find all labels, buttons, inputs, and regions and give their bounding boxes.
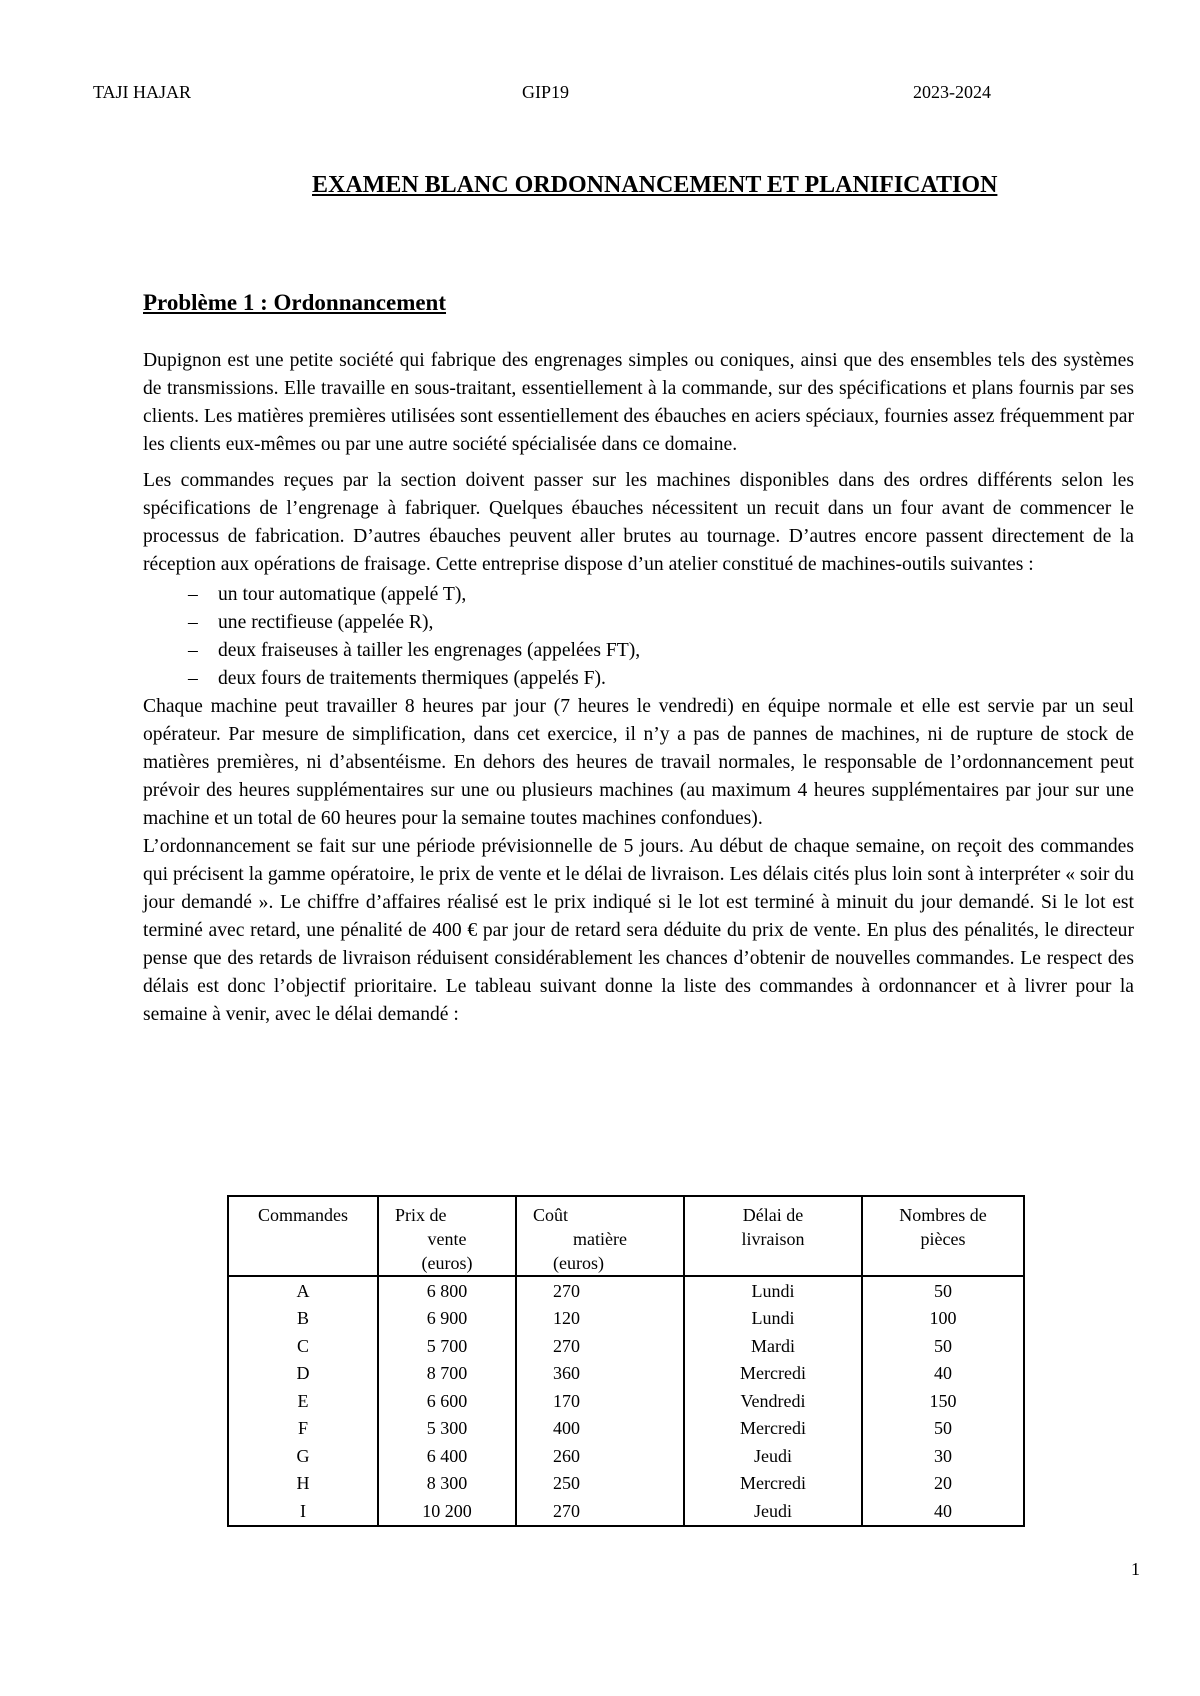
table-row xyxy=(228,1497,1024,1526)
header-delai xyxy=(684,1196,862,1276)
list-item xyxy=(188,609,1134,637)
list-item xyxy=(188,637,1134,665)
dash-bullet-icon: – xyxy=(188,584,198,605)
dash-bullet-icon: – xyxy=(188,640,198,661)
cell-nombre: 150 xyxy=(862,1387,1024,1415)
cell-nombre: 20 xyxy=(862,1470,1024,1498)
list-item-text: une rectifieuse (appelée R), xyxy=(218,612,434,633)
header-delai-line2: livraison xyxy=(741,1229,805,1249)
header-cout-line1: Coût xyxy=(533,1205,569,1225)
header-nombres-line2: pièces xyxy=(920,1229,966,1249)
header-nombres-line1: Nombres de xyxy=(899,1205,987,1225)
cell-prix: 10 200 xyxy=(378,1497,516,1526)
cell-commande: C xyxy=(228,1332,378,1360)
header-class: GIP19 xyxy=(522,82,570,102)
paragraph-intro: Dupignon est une petite société qui fabrique des engrenages simples ou coniques, ainsi que des ensembles tels des systèmes de transmissions. Elle travaille en sous-traitant, essentiellement à la commande, sur des spécifications et plans fournis par ses clients. Les matières premières utilisées sont essentiellement des ébauches en aciers spéciaux, fournies assez fréquemment par les clients eux-mêmes ou par une autre société spécialisée dans ce domaine. xyxy=(143,350,1134,455)
list-item-text: un tour automatique (appelé T), xyxy=(218,584,467,605)
header-cout-line3: (euros) xyxy=(553,1253,604,1273)
cell-prix: 6 600 xyxy=(378,1387,516,1415)
cell-nombre: 50 xyxy=(862,1332,1024,1360)
cell-nombre: 40 xyxy=(862,1497,1024,1526)
orders-table xyxy=(227,1195,1025,1527)
cell-delai: Mercredi xyxy=(684,1360,862,1388)
header-year: 2023-2024 xyxy=(913,82,991,102)
cell-commande: F xyxy=(228,1415,378,1443)
table-row xyxy=(228,1360,1024,1388)
cell-prix: 5 700 xyxy=(378,1332,516,1360)
header-cout xyxy=(516,1196,684,1276)
cell-commande: H xyxy=(228,1470,378,1498)
header-prix-line1: Prix de xyxy=(395,1205,447,1225)
dash-bullet-icon: – xyxy=(188,612,198,633)
orders-table-wrapper xyxy=(227,1195,1025,1527)
problem-title: Problème 1 : Ordonnancement xyxy=(143,290,447,315)
list-item xyxy=(188,665,1134,693)
document-title: EXAMEN BLANC ORDONNANCEMENT ET PLANIFICATION xyxy=(312,172,998,198)
cell-commande: D xyxy=(228,1360,378,1388)
cell-prix: 8 700 xyxy=(378,1360,516,1388)
paragraph-orders: Les commandes reçues par la section doivent passer sur les machines disponibles dans des ordres différents selon les spécifications de l’engrenage à fabriquer. Quelques ébauches nécessitent un recuit dans un four avant de commencer le processus de fabrication. D’autres ébauches peuvent aller brutes au tournage. D’autres encore passent directement de la réception aux opérations de fraisage. Cette entreprise dispose d’un atelier constitué de machines-outils suivantes : xyxy=(143,470,1134,575)
cell-cout: 170 xyxy=(516,1387,684,1415)
paragraph-machine-hours: Chaque machine peut travailler 8 heures par jour (7 heures le vendredi) en équipe normale et elle est servie par un seul opérateur. Par mesure de simplification, dans cet exercice, il n’y a pas de pannes de machines, ni de rupture de stock de matières premières, ni d’absentéisme. En dehors des heures de travail normales, le responsable de l’ordonnancement peut prévoir des heures supplémentaires sur une ou plusieurs machines (au maximum 4 heures supplémentaires par jour sur une machine et un total de 60 heures pour la semaine toutes machines confondues). xyxy=(143,696,1134,829)
table-row xyxy=(228,1332,1024,1360)
cell-prix: 5 300 xyxy=(378,1415,516,1443)
table-header-row xyxy=(228,1196,1024,1276)
header-commandes: Commandes xyxy=(228,1196,378,1276)
cell-cout: 270 xyxy=(516,1497,684,1526)
cell-delai: Jeudi xyxy=(684,1497,862,1526)
cell-nombre: 50 xyxy=(862,1415,1024,1443)
header-nombres xyxy=(862,1196,1024,1276)
dash-bullet-icon: – xyxy=(188,668,198,689)
cell-delai: Mercredi xyxy=(684,1415,862,1443)
header-prix xyxy=(378,1196,516,1276)
table-row xyxy=(228,1387,1024,1415)
cell-nombre: 50 xyxy=(862,1276,1024,1305)
cell-prix: 6 900 xyxy=(378,1305,516,1333)
list-item xyxy=(188,581,1134,609)
cell-commande: G xyxy=(228,1442,378,1470)
page-number: 1 xyxy=(1131,1559,1140,1579)
header-prix-line2: vente xyxy=(427,1229,467,1249)
header-author: TAJI HAJAR xyxy=(93,82,192,102)
cell-nombre: 30 xyxy=(862,1442,1024,1470)
table-row xyxy=(228,1415,1024,1443)
cell-commande: I xyxy=(228,1497,378,1526)
cell-delai: Vendredi xyxy=(684,1387,862,1415)
cell-prix: 6 400 xyxy=(378,1442,516,1470)
table-row xyxy=(228,1305,1024,1333)
cell-delai: Lundi xyxy=(684,1276,862,1305)
table-row xyxy=(228,1442,1024,1470)
cell-delai: Mercredi xyxy=(684,1470,862,1498)
cell-commande: E xyxy=(228,1387,378,1415)
cell-prix: 8 300 xyxy=(378,1470,516,1498)
header-prix-line3: (euros) xyxy=(421,1253,473,1273)
cell-nombre: 100 xyxy=(862,1305,1024,1333)
cell-cout: 360 xyxy=(516,1360,684,1388)
cell-delai: Mardi xyxy=(684,1332,862,1360)
cell-delai: Jeudi xyxy=(684,1442,862,1470)
cell-commande: B xyxy=(228,1305,378,1333)
cell-cout: 270 xyxy=(516,1276,684,1305)
document-body xyxy=(143,347,1134,1029)
cell-cout: 260 xyxy=(516,1442,684,1470)
list-item-text: deux fraiseuses à tailler les engrenages (appelées FT), xyxy=(218,640,641,661)
table-row xyxy=(228,1276,1024,1305)
cell-cout: 120 xyxy=(516,1305,684,1333)
cell-prix: 6 800 xyxy=(378,1276,516,1305)
list-item-text: deux fours de traitements thermiques (appelés F). xyxy=(218,668,606,689)
cell-delai: Lundi xyxy=(684,1305,862,1333)
machine-list xyxy=(143,581,1134,693)
cell-cout: 250 xyxy=(516,1470,684,1498)
paragraph-scheduling: L’ordonnancement se fait sur une période prévisionnelle de 5 jours. Au début de chaque semaine, on reçoit des commandes qui précisent la gamme opératoire, le prix de vente et le délai de livraison. Les délais cités plus loin sont à interpréter « soir du jour demandé ». Le chiffre d’affaires réalisé est le prix indiqué si le lot est terminé à minuit du jour demandé. Si le lot est terminé avec retard, une pénalité de 400 € par jour de retard sera déduite du prix de vente. En plus des pénalités, le directeur pense que des retards de livraison réduisent considérablement les chances d’obtenir de nouvelles commandes. Le respect des délais est donc l’objectif prioritaire. Le tableau suivant donne la liste des commandes à ordonnancer et à livrer pour la semaine à venir, avec le délai demandé : xyxy=(143,836,1134,1025)
cell-cout: 270 xyxy=(516,1332,684,1360)
header-cout-line2: matière xyxy=(573,1229,627,1249)
cell-nombre: 40 xyxy=(862,1360,1024,1388)
cell-cout: 400 xyxy=(516,1415,684,1443)
table-row xyxy=(228,1470,1024,1498)
header-delai-line1: Délai de xyxy=(742,1205,804,1225)
cell-commande: A xyxy=(228,1276,378,1305)
